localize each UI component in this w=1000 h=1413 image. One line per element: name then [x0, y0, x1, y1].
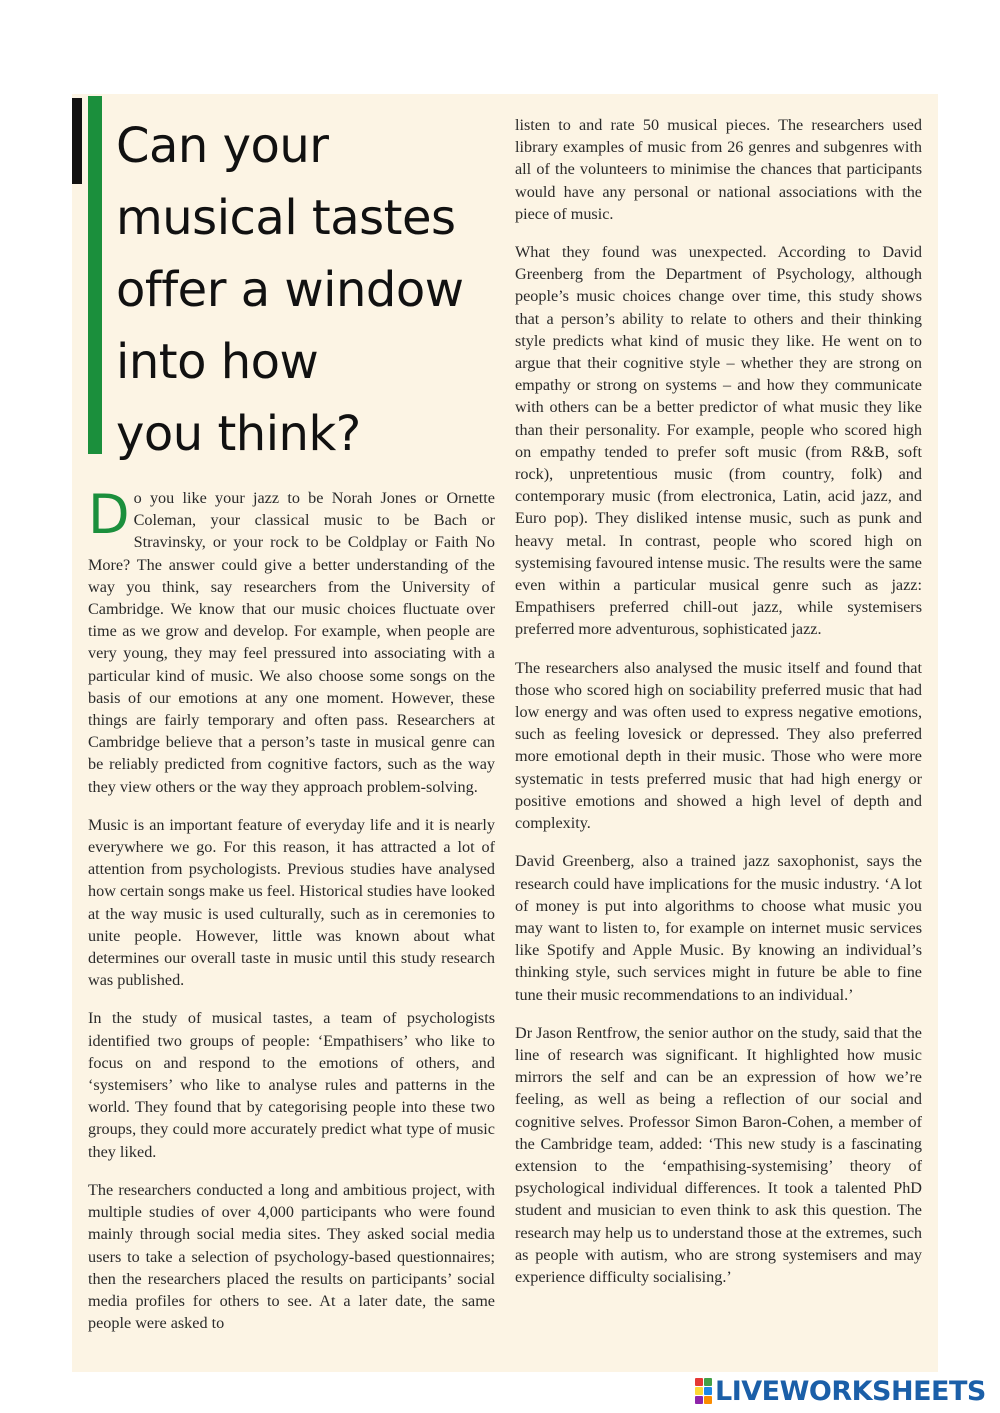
title-line: offer a window — [116, 262, 464, 318]
title-accent-bar-green — [88, 96, 102, 454]
paragraph-text: o you like your jazz to be Norah Jones or Ornette Coleman, your classical music to be Bach or Stravinsky, or your rock to be Coldplay or Faith No More? The answer could give a better understanding of the way you think, say researchers from the University of Cambridge. We know that our music choices fluctuate over time as we grow and develop. For example, when people are very young, they may feel pressured into associating with a particular kind of music. We also choose some songs on the basis of our emotions at any one moment. However, these things are fairly temporary and often pass. Researchers at Cambridge believe that a person’s taste in musical genre can be reliably predicted from cognitive factors, such as the way they view others or the way they approach problem-solving. — [88, 489, 495, 796]
title-line: into how — [116, 334, 319, 390]
logo-cell — [695, 1378, 703, 1386]
logo-cell — [695, 1396, 703, 1404]
title-line: you think? — [116, 406, 361, 462]
drop-cap: D — [88, 483, 130, 546]
logo-cell — [704, 1396, 712, 1404]
liveworksheets-logo[interactable] — [695, 1376, 986, 1406]
right-column — [515, 114, 922, 1304]
paragraph: Dr Jason Rentfrow, the senior author on the study, said that the line of research was significant. It highlighted how music mirrors the self and can be an expression of how we’re feeling, as well as being a reflection of our social and cognitive selves. Professor Simon Baron-Cohen, a member of the Cambridge team, added: ‘This new study is a fascinating extension to the ‘empathising-systemising’ theory of psychological individual differences. It took a talented PhD student and musician to even think to ask this question. The research may help us to understand those at the extremes, such as people with autism, who are strong systemisers and may experience difficulty socialising.’ — [515, 1023, 922, 1286]
logo-cell — [704, 1387, 712, 1395]
paragraph: listen to and rate 50 musical pieces. The researchers used library examples of music from 26 genres and subgenres with all of the volunteers to minimise the chances that participants would have any personal or national associations with the piece of music. — [515, 116, 922, 223]
article-title — [116, 110, 506, 470]
paragraph-intro — [88, 483, 495, 798]
paragraph: In the study of musical tastes, a team of psychologists identified two groups of people: ‘Empathisers’ who like to focus on and respond to the emotions of others, and ‘systemisers’ who like to analyse rules and patterns in the world. They found that by categorising people into these two groups, they could more accurately predict what type of music they liked. — [88, 1009, 495, 1161]
paragraph: The researchers also analysed the music itself and found that those who scored high on sociability preferred music that had low energy and was often used to express negative emotions, such as feeling lovesick or depressed. They also preferred more emotional depth in their music. Those who were more systematic in tests preferred music that had high energy or positive emotions and showed a high level of depth and complexity. — [515, 658, 922, 833]
logo-grid-icon — [695, 1378, 712, 1404]
title-line: Can your — [116, 118, 329, 174]
logo-cell — [695, 1387, 703, 1395]
title-line: musical tastes — [116, 190, 456, 246]
paragraph: David Greenberg, also a trained jazz saxophonist, says the research could have implications for the music industry. ‘A lot of money is put into algorithms to choose what music you may want to listen to, for example on internet music services like Spotify and Apple Music. By knowing an individual’s thinking style, such services might in future be able to fine tune their music recommendations to an individual.’ — [515, 852, 922, 1004]
paragraph: Music is an important feature of everyday life and it is nearly everywhere we go. For this reason, it has attracted a lot of attention from psychologists. Previous studies have analysed how certain songs make us feel. Historical studies have looked at the way music is used culturally, such as in ceremonies to unite people. However, little was known about what determines our overall taste in music until this study research was published. — [88, 815, 495, 990]
paragraph: What they found was unexpected. According to David Greenberg from the Department of Psychology, although people’s music choices change over time, this study shows that a person’s ability to relate to others and their thinking style predicts what kind of music they like. He went on to argue that their cognitive style – whether they are strong on empathy or strong on systems – and how they communicate with others can be a better predictor of what music they like than their personality. For example, people who scored high on empathy tended to prefer soft music (from R&B, soft rock), unpretentious music (from country, folk) and contemporary music (from electronica, Latin, acid jazz, and Euro pop). They disliked intense music, such as punk and heavy metal. In contrast, people who scored high on systemising favoured intense music. The results were the same even within a particular musical genre such as jazz: Empathisers preferred chill-out jazz, while systemisers preferred more adventurous, sophisticated jazz. — [515, 243, 922, 639]
left-column — [88, 483, 495, 1350]
paragraph: The researchers conducted a long and ambitious project, with multiple studies of over 4,000 participants who were found mainly through social media sites. They asked social media users to take a selection of psychology-based questionnaires; then the researchers placed the results on participants’ social media profiles for others to see. At a later date, the same people were asked to — [88, 1180, 495, 1333]
logo-cell — [704, 1378, 712, 1386]
logo-text: LIVEWORKSHEETS — [715, 1375, 986, 1407]
title-accent-bar-black — [72, 98, 82, 184]
